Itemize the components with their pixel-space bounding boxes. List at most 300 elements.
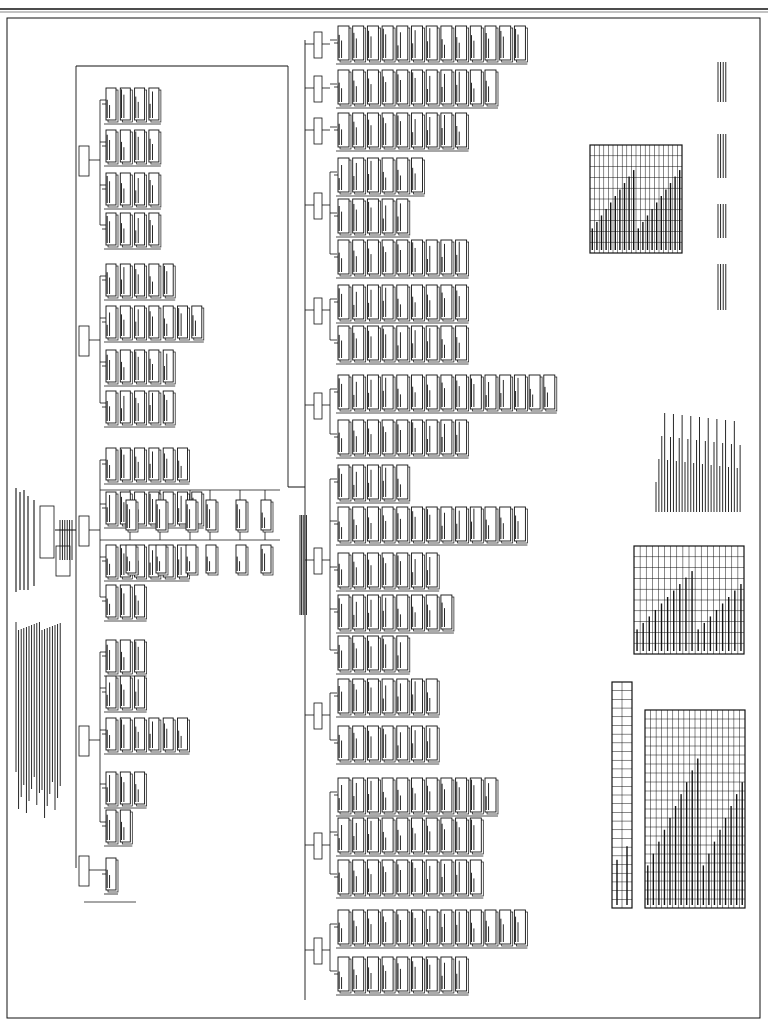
unit-box xyxy=(456,326,469,362)
unit-box xyxy=(106,88,118,122)
group-node xyxy=(314,76,322,102)
left-unit-row xyxy=(102,350,175,386)
title-block xyxy=(16,488,72,818)
unit-box xyxy=(192,306,204,340)
unit-box-frame xyxy=(382,240,393,274)
unit-box xyxy=(338,465,351,501)
unit-box xyxy=(338,636,351,672)
unit-box xyxy=(353,113,366,149)
unit-box xyxy=(367,26,380,62)
unit-box xyxy=(106,858,118,892)
section-node xyxy=(79,856,89,886)
unit-box-frame xyxy=(353,158,364,192)
unit-box xyxy=(397,726,410,762)
left-unit-row xyxy=(102,585,147,621)
unit-box xyxy=(135,772,147,806)
unit-box-frame xyxy=(456,957,467,991)
unit-box xyxy=(106,173,118,207)
left-unit-row xyxy=(102,173,161,209)
unit-box xyxy=(441,26,454,62)
unit-box xyxy=(397,465,410,501)
cluster-box xyxy=(206,545,218,575)
unit-box-frame xyxy=(426,778,437,812)
right-unit-row xyxy=(334,910,527,948)
unit-box xyxy=(149,88,161,122)
unit-box xyxy=(163,306,175,340)
unit-box xyxy=(106,213,118,247)
unit-box-frame xyxy=(382,636,393,670)
unit-box xyxy=(135,264,147,298)
unit-box xyxy=(485,375,498,411)
cluster-box xyxy=(156,500,168,532)
unit-box xyxy=(106,306,118,340)
unit-box xyxy=(412,726,425,762)
unit-box xyxy=(426,285,439,321)
unit-box xyxy=(500,507,513,543)
unit-box-frame xyxy=(353,70,364,104)
unit-box xyxy=(426,26,439,62)
unit-box xyxy=(338,326,351,362)
unit-box xyxy=(456,957,469,993)
unit-box xyxy=(397,240,410,276)
unit-box xyxy=(367,636,380,672)
unit-box-frame xyxy=(382,860,393,894)
unit-box xyxy=(382,595,395,631)
section-node xyxy=(79,146,89,176)
unit-box xyxy=(397,113,410,149)
unit-box-frame xyxy=(382,818,393,852)
unit-box xyxy=(470,375,483,411)
unit-box-frame xyxy=(500,26,511,60)
unit-box-frame xyxy=(353,957,364,991)
cluster-box xyxy=(126,545,138,575)
unit-box xyxy=(382,818,395,854)
unit-box xyxy=(397,326,410,362)
unit-box-frame xyxy=(426,507,437,541)
unit-box xyxy=(412,957,425,993)
unit-box-frame xyxy=(514,507,525,541)
unit-box xyxy=(529,375,542,411)
unit-box xyxy=(338,199,351,235)
unit-box xyxy=(382,507,395,543)
right-unit-row xyxy=(334,957,469,995)
unit-box-frame xyxy=(382,158,393,192)
unit-box xyxy=(120,130,132,164)
unit-box-frame xyxy=(426,375,437,409)
unit-box xyxy=(470,26,483,62)
unit-box xyxy=(426,957,439,993)
left-unit-row xyxy=(102,213,161,249)
right-unit-row xyxy=(334,553,439,591)
unit-box xyxy=(367,70,380,106)
unit-box-frame xyxy=(382,26,393,60)
unit-box xyxy=(120,448,132,482)
unit-box xyxy=(135,88,147,122)
unit-box xyxy=(412,70,425,106)
unit-box-frame xyxy=(426,70,437,104)
unit-box-frame xyxy=(456,326,467,360)
unit-box-frame xyxy=(426,818,437,852)
unit-box xyxy=(397,420,410,456)
unit-box xyxy=(338,957,351,993)
left-unit-row xyxy=(102,391,175,427)
unit-box xyxy=(441,326,454,362)
cluster-box xyxy=(186,545,198,575)
unit-box xyxy=(120,88,132,122)
left-unit-row xyxy=(102,640,147,676)
unit-box xyxy=(397,636,410,672)
unit-box-frame xyxy=(426,326,437,360)
unit-box xyxy=(426,113,439,149)
unit-box xyxy=(412,553,425,589)
unit-box xyxy=(338,860,351,896)
unit-box xyxy=(456,26,469,62)
unit-box xyxy=(514,910,527,946)
right-unit-row xyxy=(334,326,469,364)
cluster-box xyxy=(206,500,218,532)
unit-box xyxy=(149,213,161,247)
unit-box xyxy=(426,375,439,411)
unit-box xyxy=(149,391,161,425)
unit-box-frame xyxy=(500,507,511,541)
unit-box-frame xyxy=(353,113,364,147)
unit-box xyxy=(382,910,395,946)
unit-box xyxy=(149,130,161,164)
unit-box xyxy=(120,718,132,752)
unit-box xyxy=(412,420,425,456)
right-unit-row xyxy=(334,507,527,545)
root-side-box xyxy=(56,546,70,576)
unit-box xyxy=(397,818,410,854)
unit-box-frame xyxy=(382,465,393,499)
unit-box xyxy=(353,26,366,62)
unit-box xyxy=(135,640,147,674)
unit-box xyxy=(397,553,410,589)
unit-box xyxy=(412,113,425,149)
left-unit-row xyxy=(102,545,190,581)
unit-box xyxy=(441,595,454,631)
unit-box xyxy=(367,420,380,456)
unit-box xyxy=(163,448,175,482)
unit-box xyxy=(470,70,483,106)
cluster-box xyxy=(126,500,138,532)
unit-box-frame xyxy=(382,113,393,147)
unit-box xyxy=(106,772,118,806)
unit-box xyxy=(353,326,366,362)
unit-box xyxy=(353,465,366,501)
right-unit-row xyxy=(334,240,469,278)
unit-box xyxy=(353,679,366,715)
group-node xyxy=(314,298,322,324)
unit-box xyxy=(120,772,132,806)
unit-box xyxy=(353,420,366,456)
unit-box xyxy=(382,726,395,762)
unit-box xyxy=(426,553,439,589)
unit-box xyxy=(426,818,439,854)
unit-box xyxy=(382,375,395,411)
unit-box xyxy=(412,910,425,946)
unit-box xyxy=(338,679,351,715)
group-node xyxy=(314,938,322,964)
unit-box xyxy=(163,350,175,384)
unit-box xyxy=(367,285,380,321)
unit-box xyxy=(367,595,380,631)
unit-box xyxy=(338,778,351,814)
right-unit-row xyxy=(334,158,425,196)
unit-box xyxy=(456,860,469,896)
unit-box xyxy=(106,264,118,298)
unit-box xyxy=(382,778,395,814)
unit-box-frame xyxy=(382,375,393,409)
unit-box xyxy=(367,818,380,854)
unit-box xyxy=(367,726,380,762)
unit-box xyxy=(412,158,425,194)
unit-box xyxy=(106,810,118,844)
unit-box xyxy=(135,173,147,207)
unit-box xyxy=(120,810,132,844)
unit-box xyxy=(397,285,410,321)
unit-box xyxy=(456,113,469,149)
unit-box xyxy=(456,910,469,946)
unit-box-frame xyxy=(500,910,511,944)
unit-box xyxy=(149,350,161,384)
group-node xyxy=(314,393,322,419)
unit-box xyxy=(106,130,118,164)
unit-box xyxy=(382,860,395,896)
unit-box-frame xyxy=(353,285,364,319)
unit-box xyxy=(120,264,132,298)
unit-box xyxy=(149,264,161,298)
unit-box xyxy=(426,679,439,715)
unit-box xyxy=(120,306,132,340)
unit-box-frame xyxy=(382,285,393,319)
unit-box xyxy=(120,391,132,425)
unit-box xyxy=(441,113,454,149)
unit-box xyxy=(382,420,395,456)
group-node xyxy=(314,193,322,219)
unit-box xyxy=(514,507,527,543)
unit-box xyxy=(135,391,147,425)
unit-box xyxy=(426,595,439,631)
unit-box xyxy=(412,375,425,411)
unit-box-frame xyxy=(456,507,467,541)
unit-box-frame xyxy=(426,957,437,991)
right-unit-row xyxy=(334,726,439,764)
unit-box xyxy=(456,507,469,543)
unit-box xyxy=(163,718,175,752)
unit-box-frame xyxy=(382,420,393,454)
unit-box xyxy=(135,130,147,164)
unit-box xyxy=(106,676,118,710)
unit-box xyxy=(106,448,118,482)
unit-box-frame xyxy=(382,507,393,541)
unit-box-frame xyxy=(353,778,364,812)
left-unit-row xyxy=(102,858,118,894)
unit-box xyxy=(470,860,483,896)
unit-box xyxy=(135,350,147,384)
unit-box xyxy=(470,507,483,543)
unit-box xyxy=(441,70,454,106)
unit-box xyxy=(470,778,483,814)
group-node xyxy=(314,32,322,58)
unit-box xyxy=(426,420,439,456)
unit-box xyxy=(441,957,454,993)
section-node xyxy=(79,326,89,356)
unit-box xyxy=(485,507,498,543)
unit-box-frame xyxy=(426,726,437,760)
unit-box xyxy=(120,640,132,674)
unit-box xyxy=(338,375,351,411)
group-node xyxy=(314,118,322,144)
unit-box xyxy=(338,595,351,631)
unit-box xyxy=(106,585,118,619)
unit-box xyxy=(426,240,439,276)
unit-box xyxy=(367,240,380,276)
unit-box xyxy=(120,350,132,384)
unit-box xyxy=(412,860,425,896)
unit-box xyxy=(441,375,454,411)
unit-box xyxy=(412,240,425,276)
unit-box xyxy=(106,492,118,526)
unit-box xyxy=(426,910,439,946)
unit-box xyxy=(500,375,513,411)
unit-box xyxy=(353,778,366,814)
unit-box-frame xyxy=(353,420,364,454)
unit-box-frame xyxy=(353,465,364,499)
unit-box-frame xyxy=(353,818,364,852)
unit-box xyxy=(338,910,351,946)
unit-box-frame xyxy=(353,375,364,409)
unit-box xyxy=(135,448,147,482)
unit-box-frame xyxy=(426,679,437,713)
unit-box xyxy=(441,778,454,814)
unit-box xyxy=(353,636,366,672)
unit-box xyxy=(353,240,366,276)
unit-box xyxy=(456,70,469,106)
unit-box xyxy=(149,448,161,482)
unit-box xyxy=(178,448,190,482)
unit-box xyxy=(426,726,439,762)
summary-table-top xyxy=(590,145,682,253)
unit-box-frame xyxy=(353,507,364,541)
unit-box xyxy=(470,910,483,946)
unit-box xyxy=(382,553,395,589)
right-unit-row xyxy=(334,860,483,898)
unit-box xyxy=(135,585,147,619)
unit-box xyxy=(441,910,454,946)
unit-box xyxy=(382,326,395,362)
left-unit-row xyxy=(102,810,132,846)
unit-box-frame xyxy=(514,26,525,60)
unit-box xyxy=(412,679,425,715)
right-unit-row xyxy=(334,70,498,108)
unit-box xyxy=(367,910,380,946)
right-unit-row xyxy=(334,636,410,674)
unit-box-frame xyxy=(426,240,437,274)
unit-box xyxy=(456,778,469,814)
left-unit-row xyxy=(102,130,161,166)
unit-box-frame xyxy=(456,375,467,409)
unit-box-frame xyxy=(353,553,364,587)
right-unit-row xyxy=(334,420,469,458)
unit-box xyxy=(382,158,395,194)
summary-table-middle xyxy=(634,546,744,654)
unit-box-frame xyxy=(353,636,364,670)
summary-tables xyxy=(590,62,745,908)
unit-box-frame xyxy=(353,910,364,944)
unit-box-frame xyxy=(382,778,393,812)
left-unit-row xyxy=(102,88,161,124)
unit-box-frame xyxy=(353,595,364,629)
unit-box-frame xyxy=(382,70,393,104)
unit-box xyxy=(397,507,410,543)
right-unit-row xyxy=(334,375,557,413)
unit-box xyxy=(367,375,380,411)
unit-box-frame xyxy=(500,375,511,409)
cluster-box xyxy=(186,500,198,532)
root-node-box xyxy=(40,506,54,558)
section-node xyxy=(79,516,89,546)
unit-box xyxy=(397,957,410,993)
unit-box-frame xyxy=(353,326,364,360)
unit-box xyxy=(500,26,513,62)
right-unit-row xyxy=(334,199,410,237)
unit-box xyxy=(456,818,469,854)
left-unit-row xyxy=(102,306,204,342)
unit-box xyxy=(426,507,439,543)
unit-box xyxy=(367,199,380,235)
cluster-box xyxy=(261,545,273,575)
unit-box xyxy=(367,679,380,715)
unit-box-frame xyxy=(426,113,437,147)
unit-box xyxy=(367,507,380,543)
unit-box xyxy=(382,679,395,715)
unit-box-frame xyxy=(382,553,393,587)
unit-box xyxy=(441,285,454,321)
legend-strip xyxy=(612,682,632,908)
unit-box xyxy=(149,718,161,752)
unit-box xyxy=(106,391,118,425)
unit-box xyxy=(412,285,425,321)
unit-box xyxy=(338,420,351,456)
unit-box xyxy=(441,818,454,854)
right-unit-row xyxy=(334,778,498,816)
unit-box xyxy=(470,818,483,854)
unit-box-frame xyxy=(353,26,364,60)
unit-box-frame xyxy=(456,910,467,944)
unit-box-frame xyxy=(353,199,364,233)
unit-box-frame xyxy=(456,26,467,60)
unit-box xyxy=(441,860,454,896)
unit-box xyxy=(367,860,380,896)
unit-box xyxy=(367,158,380,194)
unit-box-frame xyxy=(426,595,437,629)
unit-boxes xyxy=(79,26,557,995)
unit-box xyxy=(485,778,498,814)
group-node xyxy=(314,703,322,729)
unit-box xyxy=(338,553,351,589)
unit-box xyxy=(353,910,366,946)
unit-box xyxy=(338,507,351,543)
left-unit-row xyxy=(102,448,190,484)
unit-box-frame xyxy=(456,818,467,852)
right-unit-row xyxy=(334,465,410,503)
unit-box xyxy=(367,465,380,501)
left-unit-row xyxy=(102,718,190,754)
unit-box xyxy=(382,113,395,149)
unit-box-frame xyxy=(426,860,437,894)
unit-box xyxy=(163,391,175,425)
